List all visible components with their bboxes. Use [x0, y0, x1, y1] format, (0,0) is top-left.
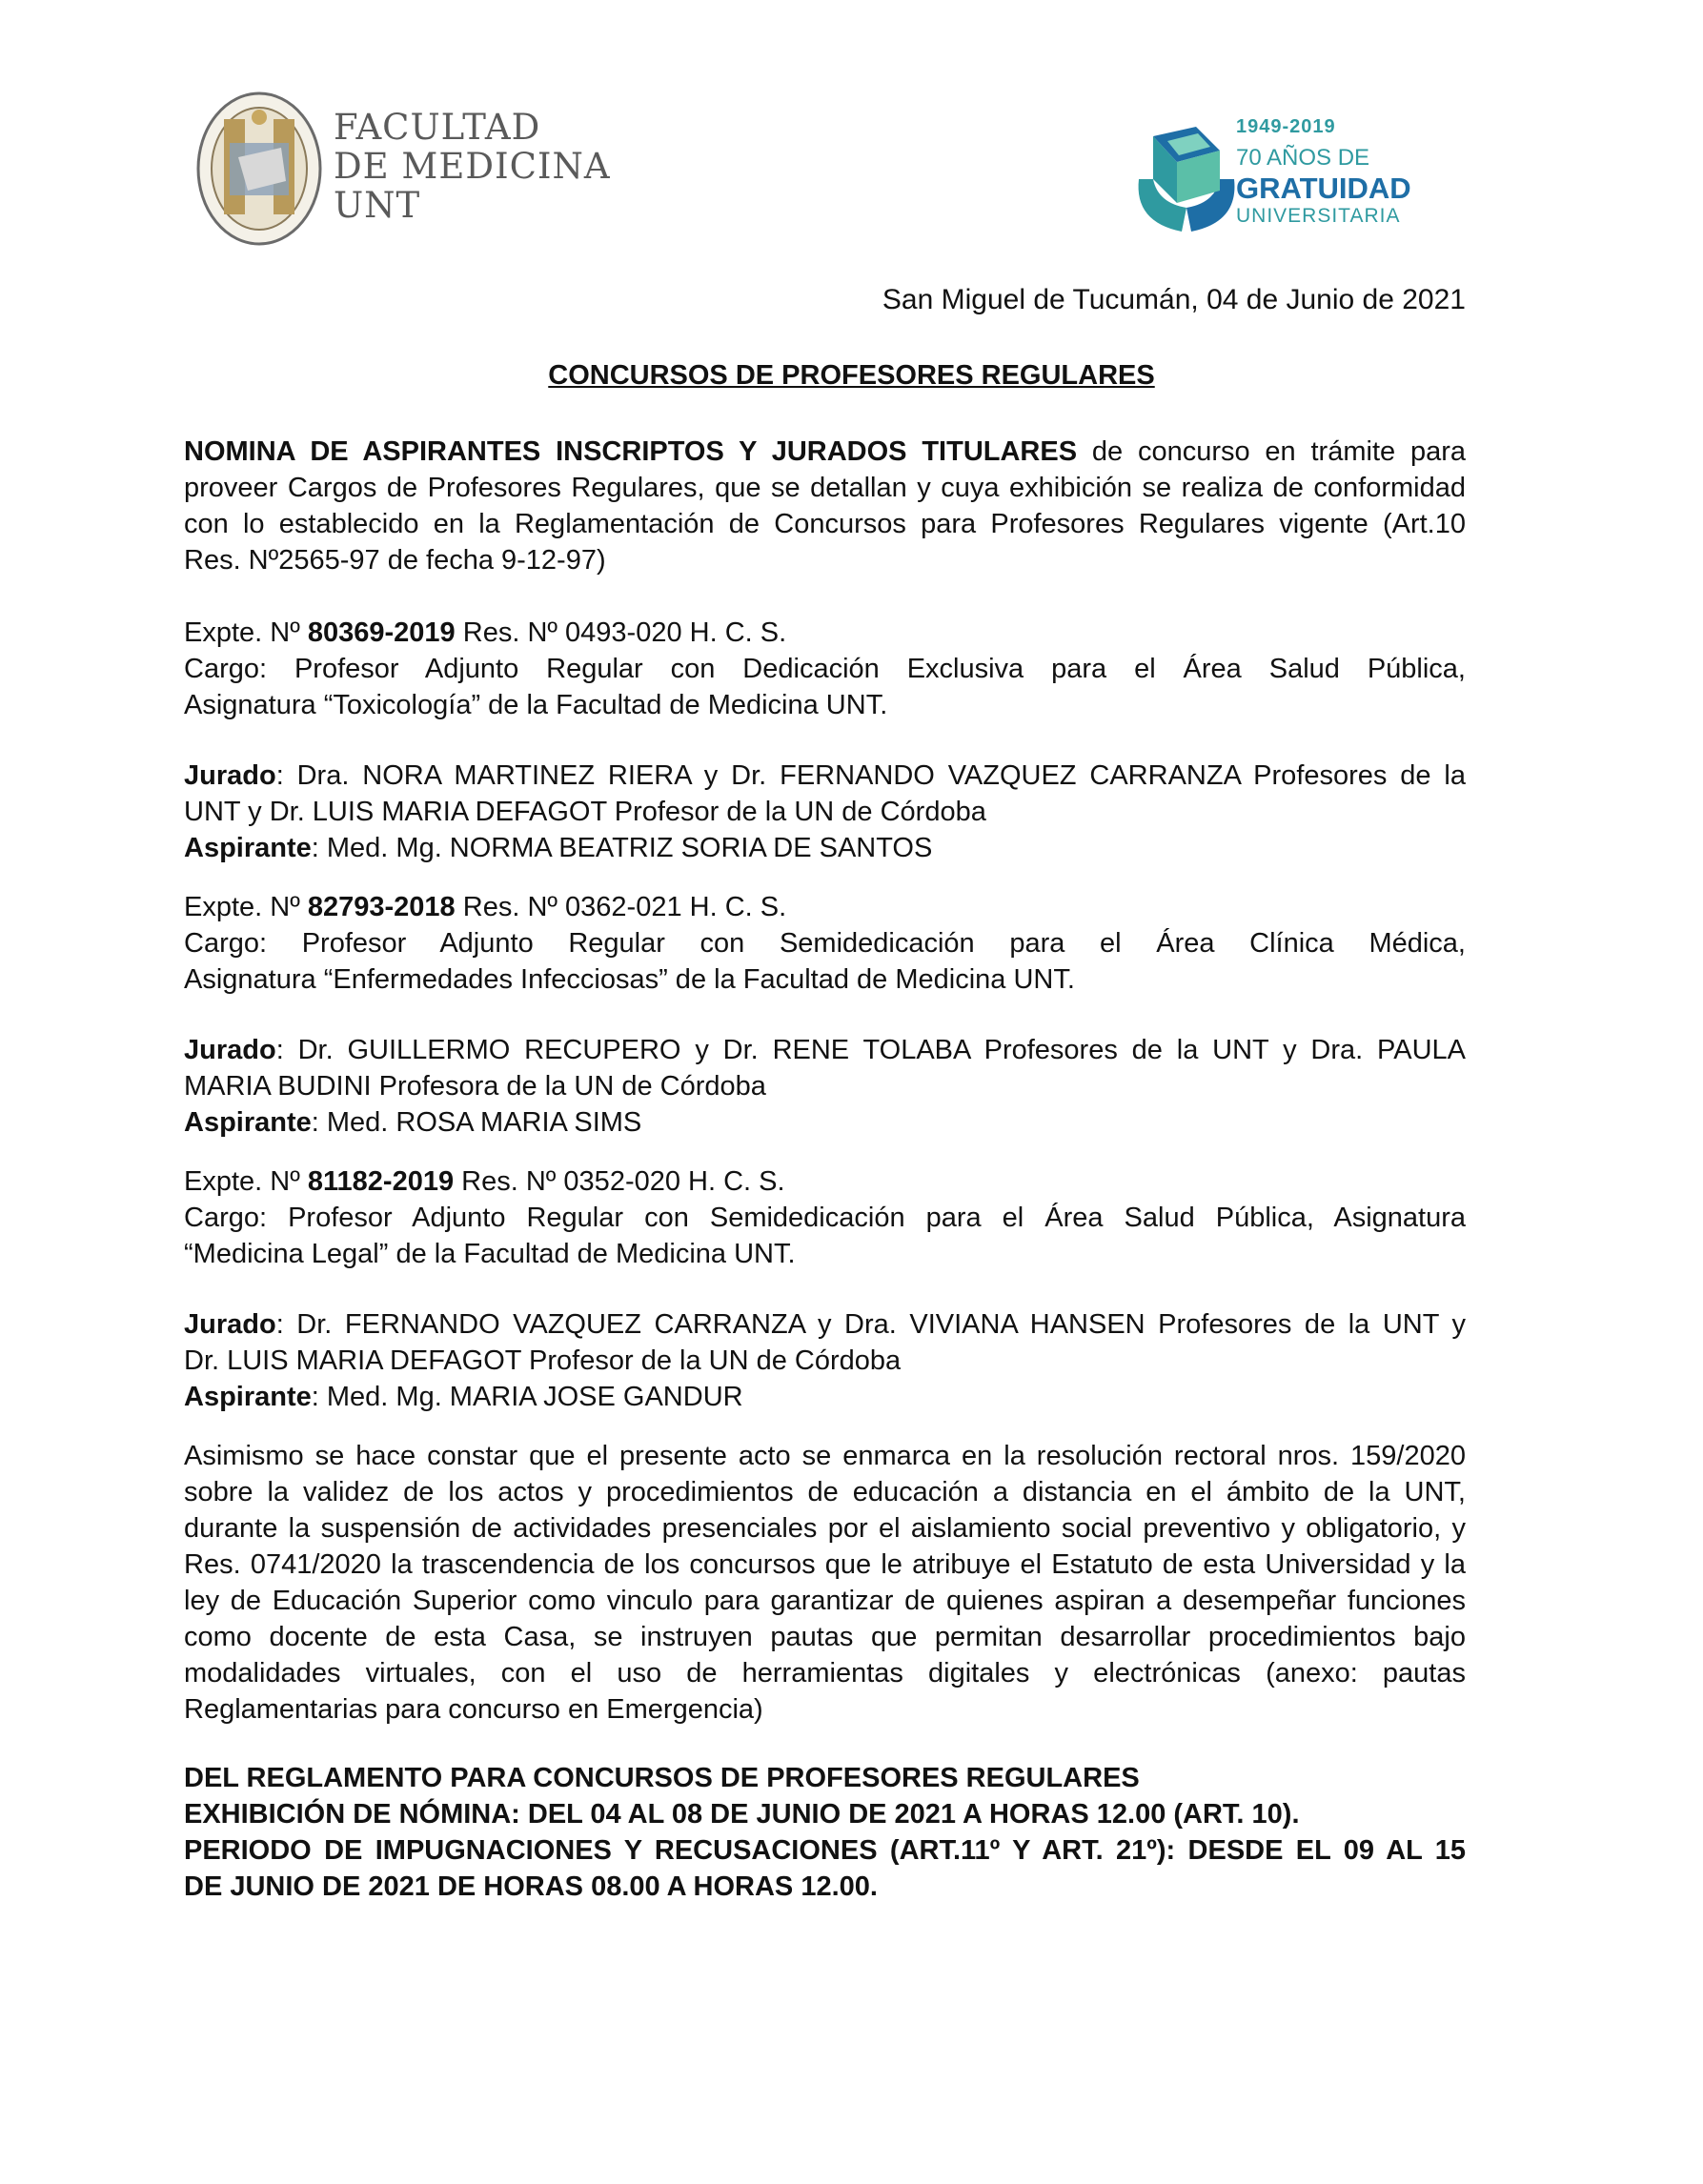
intro-line-4: Res. Nº2565-97 de fecha 9-12-97)	[184, 545, 606, 576]
entry-cargo-line-1: Cargo: Profesor Adjunto Regular con Semidedicación para el Área Salud Pública, Asignatura	[184, 1203, 1466, 1233]
entry-expte	[184, 889, 1466, 925]
entry-expte	[184, 1163, 1466, 1200]
expte-prefix: Expte. Nº	[184, 617, 308, 648]
intro-line-2: proveer Cargos de Profesores Regulares, que se detallan y cuya exhibición se realiza de conformidad	[184, 473, 1466, 503]
closing-line-1: Asimismo se hace constar que el presente acto se enmarca en la resolución rectoral nros. 159/2020	[184, 1441, 1466, 1471]
jury-line-2: UNT y Dr. LUIS MARIA DEFAGOT Profesor de la UN de Córdoba	[184, 797, 986, 827]
faculty-logo	[195, 91, 615, 253]
jury-line-1	[184, 1306, 1466, 1343]
applicant-name: : Med. Mg. NORMA BEATRIZ SORIA DE SANTOS	[311, 833, 933, 863]
jury-line-1	[184, 758, 1466, 794]
entry-cargo-line-2: Asignatura “Toxicología” de la Facultad de Medicina UNT.	[184, 690, 888, 720]
closing-line-6: como docente de esta Casa, se instruyen pautas que permitan desarrollar procedimientos bajo	[184, 1622, 1466, 1652]
regulation-line-3: PERIODO DE IMPUGNACIONES Y RECUSACIONES (ART.11º Y ART. 21º): DESDE EL 09 AL 15	[184, 1835, 1466, 1866]
expte-res: Res. Nº 0493-020 H. C. S.	[455, 617, 787, 648]
entry-1-jury	[184, 758, 1466, 866]
jury-text: : Dr. GUILLERMO RECUPERO y Dr. RENE TOLABA Profesores de la UNT y Dra. PAULA	[275, 1035, 1466, 1065]
applicant-name: : Med. ROSA MARIA SIMS	[311, 1107, 642, 1138]
entry-3-jury	[184, 1306, 1466, 1415]
anniversary-line1: 70 AÑOS DE	[1236, 145, 1370, 171]
applicant-label: Aspirante	[184, 1382, 312, 1412]
entry-2	[184, 889, 1466, 998]
anniversary-years: 1949-2019	[1236, 116, 1336, 137]
applicant-label: Aspirante	[184, 1107, 312, 1138]
jury-label: Jurado	[184, 760, 276, 791]
jury-text: : Dra. NORA MARTINEZ RIERA y Dr. FERNANDO VAZQUEZ CARRANZA Profesores de la	[275, 760, 1466, 791]
expte-res: Res. Nº 0352-020 H. C. S.	[454, 1166, 785, 1197]
regulation-line-1: DEL REGLAMENTO PARA CONCURSOS DE PROFESORES REGULARES	[184, 1763, 1140, 1793]
intro-line-3: con lo establecido en la Reglamentación de Concursos para Profesores Regulares vigente (Art.10	[184, 509, 1466, 539]
expte-prefix: Expte. Nº	[184, 1166, 308, 1197]
faculty-seal-icon	[195, 91, 324, 248]
intro-line-1	[184, 434, 1466, 470]
expte-number: 82793-2018	[307, 892, 456, 922]
expte-prefix: Expte. Nº	[184, 892, 308, 922]
faculty-name-line3: UNT	[334, 185, 421, 226]
entry-3	[184, 1163, 1466, 1272]
jury-label: Jurado	[184, 1309, 276, 1340]
closing-line-7: modalidades virtuales, con el uso de herramientas digitales y electrónicas (anexo: pautas	[184, 1658, 1466, 1689]
faculty-name-line2: DE MEDICINA	[334, 146, 611, 187]
entry-expte	[184, 615, 1466, 651]
closing-line-2: sobre la validez de los actos y procedimientos de educación a distancia en el ámbito de la UNT,	[184, 1477, 1466, 1507]
entry-cargo-line-1: Cargo: Profesor Adjunto Regular con Semidedicación para el Área Clínica Médica,	[184, 928, 1466, 959]
intro-bold-lead: NOMINA DE ASPIRANTES INSCRIPTOS Y JURADOS TITULARES	[184, 436, 1078, 467]
entry-1	[184, 615, 1466, 723]
document-title: CONCURSOS DE PROFESORES REGULARES	[548, 360, 1155, 391]
closing-paragraph	[184, 1438, 1466, 1728]
jury-line-2: Dr. LUIS MARIA DEFAGOT Profesor de la UN de Córdoba	[184, 1345, 902, 1376]
expte-res: Res. Nº 0362-021 H. C. S.	[455, 892, 787, 922]
date-line: San Miguel de Tucumán, 04 de Junio de 2021	[882, 284, 1466, 315]
applicant-line	[184, 1379, 1466, 1415]
anniversary-book-hands-icon	[1129, 112, 1244, 236]
closing-line-8: Reglamentarias para concurso en Emergencia)	[184, 1694, 763, 1725]
intro-paragraph	[184, 434, 1466, 578]
entry-cargo-line-1: Cargo: Profesor Adjunto Regular con Dedicación Exclusiva para el Área Salud Pública,	[184, 654, 1466, 684]
closing-line-3: durante la suspensión de actividades presenciales por el aislamiento social preventivo y obligatorio, y	[184, 1513, 1466, 1544]
anniversary-line3: UNIVERSITARIA	[1236, 205, 1401, 227]
anniversary-line2: GRATUIDAD	[1236, 172, 1411, 205]
regulation-line-2: EXHIBICIÓN DE NÓMINA: DEL 04 AL 08 DE JUNIO DE 2021 A HORAS 12.00 (ART. 10).	[184, 1799, 1300, 1830]
jury-line-2: MARIA BUDINI Profesora de la UN de Córdoba	[184, 1071, 766, 1102]
jury-text: : Dr. FERNANDO VAZQUEZ CARRANZA y Dra. VIVIANA HANSEN Profesores de la UNT y	[275, 1309, 1466, 1340]
applicant-line	[184, 1104, 1466, 1141]
anniversary-logo	[1129, 105, 1453, 238]
entry-cargo-line-2: “Medicina Legal” de la Facultad de Medicina UNT.	[184, 1239, 796, 1269]
entry-cargo-line-2: Asignatura “Enfermedades Infecciosas” de la Facultad de Medicina UNT.	[184, 964, 1075, 995]
closing-line-5: ley de Educación Superior como vinculo para garantizar de quienes aspiran a desempeñar funciones	[184, 1586, 1466, 1616]
expte-number: 80369-2019	[307, 617, 456, 648]
entry-2-jury	[184, 1032, 1466, 1141]
regulation-block	[184, 1760, 1466, 1905]
applicant-line	[184, 830, 1466, 866]
applicant-name: : Med. Mg. MARIA JOSE GANDUR	[311, 1382, 743, 1412]
applicant-label: Aspirante	[184, 833, 312, 863]
expte-number: 81182-2019	[307, 1166, 455, 1197]
regulation-line-4: DE JUNIO DE 2021 DE HORAS 08.00 A HORAS 12.00.	[184, 1871, 878, 1902]
faculty-name	[334, 108, 611, 225]
closing-line-4: Res. 0741/2020 la trascendencia de los concursos que le atribuye el Estatuto de esta Universidad y la	[184, 1549, 1466, 1580]
faculty-name-line1: FACULTAD	[334, 107, 541, 148]
jury-line-1	[184, 1032, 1466, 1068]
jury-label: Jurado	[184, 1035, 276, 1065]
intro-line-1-rest: de concurso en trámite para	[1077, 436, 1466, 467]
